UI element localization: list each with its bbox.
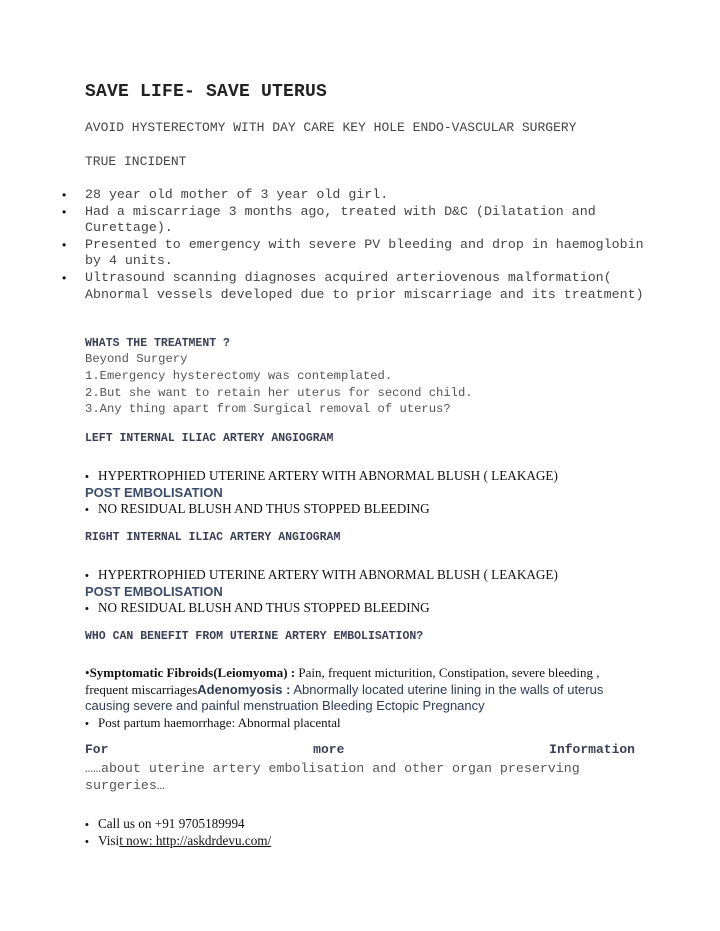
more-info-word: more [313, 742, 345, 757]
call-item: • Call us on +91 9705189994 [85, 816, 245, 831]
adenomyosis-text: Abnormally located uterine lining in the walls of uterus causing severe and painful menstruation Bleeding Ectopic Pregnancy [85, 681, 604, 714]
left-angiogram-point-1: • HYPERTROPHIED UTERINE ARTERY WITH ABNORMAL BLUSH ( LEAKAGE) [85, 468, 558, 483]
treatment-line: 1.Emergency hysterectomy was contemplated. [85, 368, 393, 383]
bullet-icon: • [85, 504, 89, 516]
more-info-word: Information [549, 742, 635, 757]
right-angiogram-point-2: • NO RESIDUAL BLUSH AND THUS STOPPED BLEEDING [85, 600, 430, 615]
bullet-icon: • [85, 819, 89, 831]
benefit-paragraph [85, 665, 625, 732]
incident-heading: TRUE INCIDENT [85, 154, 187, 169]
list-item: • Had a miscarriage 3 months ago, treated with D&C (Dilatation and Curettage). [85, 204, 645, 237]
bullet-icon: • [85, 570, 89, 582]
fibroids-text: Pain, frequent micturition, Constipation, severe bleeding , frequent miscarriages [85, 665, 600, 697]
bullet-icon: • [85, 603, 89, 615]
postpartum-text: Post partum haemorrhage: Abnormal placental [98, 714, 341, 730]
fibroids-label: Symptomatic Fibroids(Leiomyoma) : [89, 665, 296, 680]
more-info-about: ……about uterine artery embolisation and other organ preserving surgeries… [85, 761, 580, 793]
left-post-embolisation-label: POST EMBOLISATION [85, 485, 223, 500]
subtitle: AVOID HYSTERECTOMY WITH DAY CARE KEY HOLE ENDO-VASCULAR SURGERY [85, 120, 577, 135]
more-info-word: For [85, 742, 109, 757]
more-info-line [85, 742, 635, 757]
page-title: SAVE LIFE- SAVE UTERUS [85, 82, 328, 102]
bullet-icon: • [85, 665, 90, 680]
website-link[interactable]: t now: http://askdrdevu.com/ [119, 833, 272, 848]
right-post-embolisation-label: POST EMBOLISATION [85, 584, 223, 599]
treatment-line: Beyond Surgery [85, 352, 188, 366]
treatment-lines [85, 351, 473, 418]
left-angiogram-heading: LEFT INTERNAL ILIAC ARTERY ANGIOGRAM [85, 432, 334, 445]
bullet-icon: • [85, 471, 89, 483]
treatment-line: 2.But she want to retain her uterus for second child. [85, 385, 473, 400]
bullet-icon: • [85, 717, 89, 730]
incident-list [85, 187, 645, 303]
visit-item: • Visit now: http://askdrdevu.com/ [85, 833, 272, 848]
list-item: • 28 year old mother of 3 year old girl. [85, 187, 645, 204]
treatment-line: 3.Any thing apart from Surgical removal of uterus? [85, 402, 451, 417]
treatment-heading: WHATS THE TREATMENT ? [85, 337, 230, 350]
right-angiogram-heading: RIGHT INTERNAL ILIAC ARTERY ANGIOGRAM [85, 531, 341, 544]
adenomyosis-label: Adenomyosis : [197, 681, 291, 697]
left-angiogram-point-2: • NO RESIDUAL BLUSH AND THUS STOPPED BLEEDING [85, 501, 430, 516]
right-angiogram-point-1: • HYPERTROPHIED UTERINE ARTERY WITH ABNORMAL BLUSH ( LEAKAGE) [85, 567, 558, 582]
benefit-heading: WHO CAN BENEFIT FROM UTERINE ARTERY EMBOLISATION? [85, 630, 424, 643]
list-item: • Ultrasound scanning diagnoses acquired arteriovenous malformation( Abnormal vessels developed due to prior miscarriage and its treatment) [85, 270, 645, 303]
bullet-icon: • [85, 836, 89, 848]
list-item: • Presented to emergency with severe PV bleeding and drop in haemoglobin by 4 units. [85, 237, 645, 270]
